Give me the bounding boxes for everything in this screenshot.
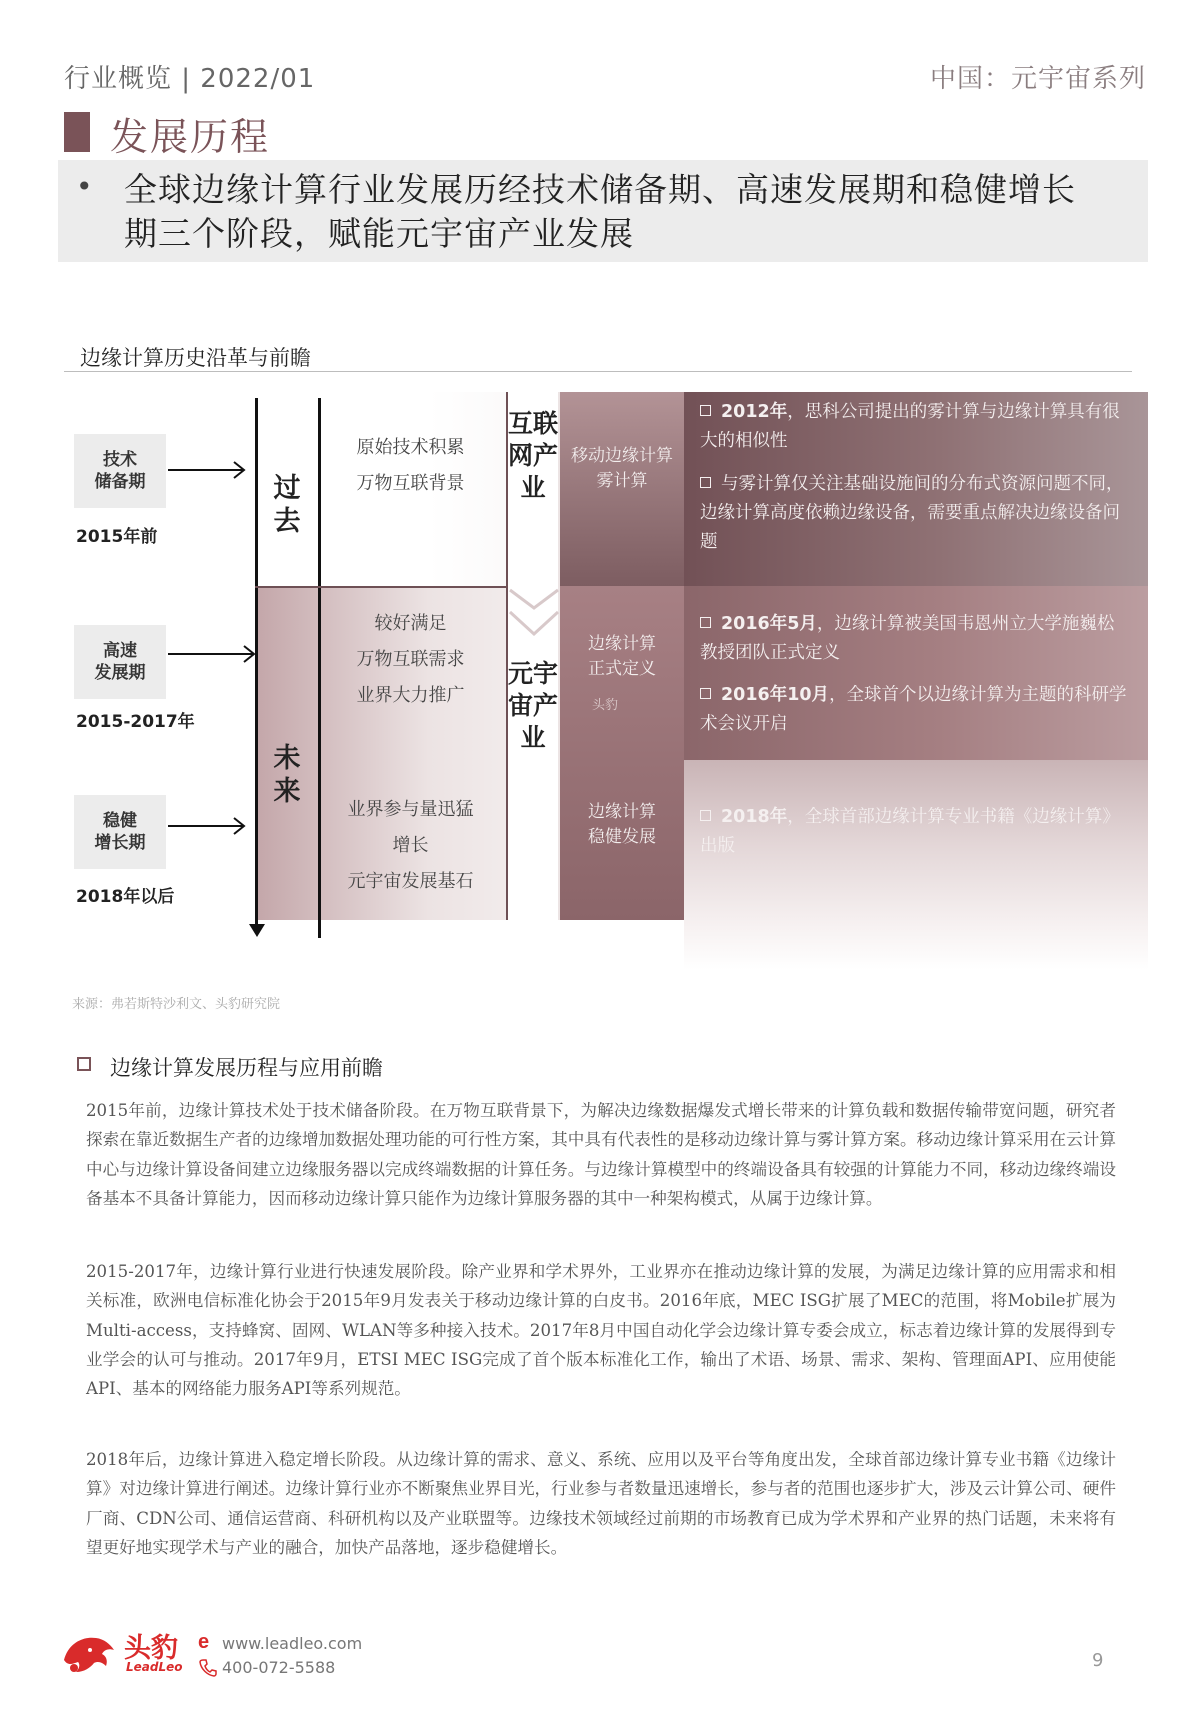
subsection-title: 边缘计算发展历程与应用前瞻 bbox=[110, 1056, 383, 1080]
figure-title-rule bbox=[64, 371, 1132, 372]
past-future-divider bbox=[255, 586, 508, 588]
body-paragraph-2: 2015-2017年，边缘计算行业进行快速发展阶段。除产业界和学术界外，工业界亦在推动边缘计算的发展，为满足边缘计算的应用需求和相关标准，欧洲电信标准化协会于2015年9月发表关于移动边缘计算的白皮书。2016年底，MEC ISG扩展了MEC的范围，将Mobile扩展为Multi-access，支持蜂窝、固网、WLAN等多种接入技术。2017年8月中国自动化学会边缘计算专委会成立，标志着边缘计算的发展得到专业学会的认可与推动。2017年9月，ETSI MEC ISG完成了首个版本标准化工作，输出了术语、场景、需求、架构、管理面API、应用使能API、基本的网络能力服务API等系列规范。 bbox=[86, 1262, 1116, 1399]
detail-bullet: 2018年，全球首部边缘计算专业书籍《边缘计算》出版 bbox=[700, 807, 1120, 856]
phase-label-stable: 边缘计算 稳健发展 bbox=[588, 802, 656, 847]
website-link[interactable]: www.leadleo.com bbox=[222, 1634, 363, 1653]
middle-text-line: 万物互联背景 bbox=[356, 473, 465, 494]
middle-text-line: 增长 bbox=[392, 835, 429, 856]
arrow-right-icon bbox=[168, 460, 248, 480]
report-category: 行业概览 | 2022/01 bbox=[64, 64, 316, 94]
middle-text-line: 元宇宙发展基石 bbox=[347, 871, 474, 892]
detail-bullet: 2016年5月，边缘计算被美国韦恩州立大学施巍松教授团队正式定义 bbox=[700, 614, 1115, 663]
phase-label-mec-fog: 移动边缘计算 雾计算 bbox=[571, 446, 673, 491]
middle-text-group-1 bbox=[328, 430, 493, 502]
stage-reserve: 技术 储备期 bbox=[74, 434, 166, 508]
timeline-arrowhead-icon bbox=[247, 924, 267, 938]
stage-growth: 高速 发展期 bbox=[74, 625, 166, 699]
web-e-icon bbox=[196, 1630, 218, 1652]
checkbox-square-icon bbox=[700, 617, 711, 628]
past-label: 过去 bbox=[273, 473, 301, 537]
banner-bullet: • bbox=[76, 170, 93, 203]
page-number: 9 bbox=[1092, 1650, 1104, 1671]
checkbox-square-icon bbox=[77, 1057, 91, 1071]
report-series: 中国：元宇宙系列 bbox=[929, 64, 1146, 94]
checkbox-square-icon bbox=[700, 477, 711, 488]
middle-text-line: 较好满足 bbox=[374, 613, 447, 634]
checkbox-square-icon bbox=[700, 688, 711, 699]
checkbox-square-icon bbox=[700, 810, 711, 821]
middle-text-group-2 bbox=[328, 606, 493, 714]
detail-bullet: 与雾计算仅关注基础设施间的分布式资源问题不同，边缘计算高度依赖边缘设备，需要重点解决边缘设备问题 bbox=[700, 474, 1124, 552]
middle-text-line: 万物互联需求 bbox=[356, 649, 465, 670]
future-label: 未来 bbox=[273, 743, 301, 807]
section-marker bbox=[64, 112, 90, 152]
middle-text-group-3 bbox=[328, 792, 493, 900]
internet-industry-label: 互联网产业 bbox=[508, 409, 559, 502]
stage-stable-year: 2018年以后 bbox=[76, 887, 175, 907]
arrow-right-icon bbox=[168, 816, 248, 836]
detail-panel-3 bbox=[684, 760, 1148, 970]
stage-growth-year: 2015-2017年 bbox=[76, 712, 195, 732]
figure-title: 边缘计算历史沿革与前瞻 bbox=[80, 346, 311, 370]
watermark-text: 头豹 bbox=[592, 698, 619, 713]
brand-name-en: LeadLeo bbox=[126, 1660, 183, 1674]
stage-reserve-year: 2015年前 bbox=[76, 527, 158, 547]
brand-name: 头豹 bbox=[124, 1633, 178, 1664]
middle-text-line: 业界大力推广 bbox=[356, 685, 465, 706]
key-message-text: 全球边缘计算行业发展历经技术储备期、高速发展期和稳健增长期三个阶段，赋能元宇宙产业发展 bbox=[124, 170, 1076, 253]
phone-icon bbox=[198, 1658, 218, 1678]
metaverse-industry-label: 元宇宙产业 bbox=[508, 659, 559, 752]
time-column-divider bbox=[318, 398, 321, 938]
arrow-right-icon bbox=[168, 644, 258, 664]
phase-label-defined: 边缘计算 正式定义 bbox=[588, 634, 656, 679]
section-title: 发展历程 bbox=[110, 115, 271, 159]
middle-text-line: 原始技术积累 bbox=[356, 437, 465, 458]
stage-stable: 稳健 增长期 bbox=[74, 795, 166, 869]
middle-text-line: 业界参与量迅猛 bbox=[347, 799, 474, 820]
leopard-logo-icon bbox=[60, 1630, 116, 1674]
detail-bullet: 2012年，思科公司提出的雾计算与边缘计算具有很大的相似性 bbox=[700, 402, 1120, 451]
phone-number: 400-072-5588 bbox=[222, 1658, 336, 1677]
body-paragraph-1: 2015年前，边缘计算技术处于技术储备阶段。在万物互联背景下，为解决边缘数据爆发式增长带来的计算负载和数据传输带宽问题，研究者探索在靠近数据生产者的边缘增加数据处理功能的可行性方案，其中具有代表性的是移动边缘计算与雾计算方案。移动边缘计算采用在云计算中心与边缘计算设备间建立边缘服务器以完成终端数据的计算任务。与边缘计算模型中的终端设备具有较强的计算能力不同，移动边缘终端设备基本不具备计算能力，因而移动边缘计算只能作为边缘计算服务器的其中一种架构模式，从属于边缘计算。 bbox=[86, 1101, 1116, 1208]
figure-source: 来源：弗若斯特沙利文、头豹研究院 bbox=[72, 997, 281, 1012]
checkbox-square-icon bbox=[700, 405, 711, 416]
detail-bullet: 2016年10月，全球首个以边缘计算为主题的科研学术会议开启 bbox=[700, 685, 1127, 734]
transition-chevron-icon bbox=[506, 586, 562, 650]
svg-text:e: e bbox=[198, 1631, 210, 1652]
body-paragraph-3: 2018年后，边缘计算进入稳定增长阶段。从边缘计算的需求、意义、系统、应用以及平台等角度出发，全球首部边缘计算专业书籍《边缘计算》对边缘计算进行阐述。边缘计算行业亦不断聚焦业界目光，行业参与者数量迅速增长，参与者的范围也逐步扩大，涉及云计算公司、硬件厂商、CDN公司、通信运营商、科研机构以及产业联盟等。边缘技术领域经过前期的市场教育已成为学术界和产业界的热门话题，未来将有望更好地实现学术与产业的融合，加快产品落地，逐步稳健增长。 bbox=[86, 1450, 1116, 1557]
